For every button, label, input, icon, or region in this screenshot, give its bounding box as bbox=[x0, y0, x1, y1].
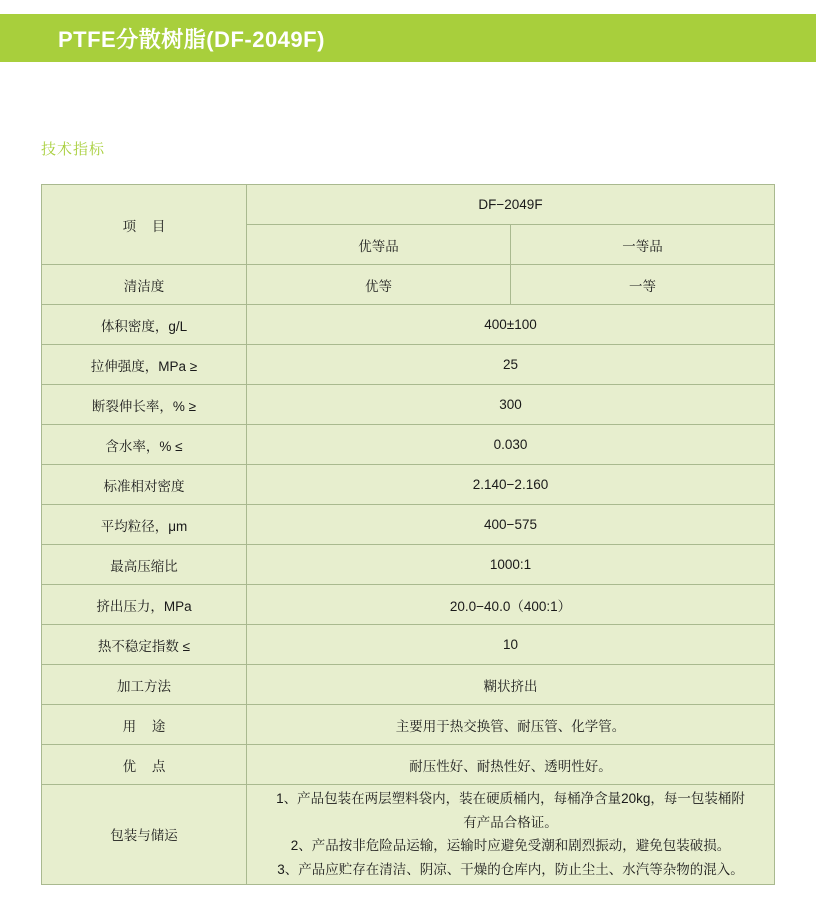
row-value: 10 bbox=[247, 625, 775, 665]
table-row bbox=[42, 345, 775, 385]
page-title: PTFE分散树脂(DF-2049F) bbox=[58, 26, 325, 52]
row-value: 0.030 bbox=[247, 425, 775, 465]
packaging-label: 包装与储运 bbox=[42, 785, 247, 885]
packaging-line-3: 2、产品按非危险品运输，运输时应避免受潮和剧烈振动，避免包装破损。 bbox=[290, 838, 731, 854]
table-row bbox=[42, 305, 775, 345]
row-value: 20.0−40.0（400:1） bbox=[247, 585, 775, 625]
row-value: 400−575 bbox=[247, 505, 775, 545]
row-label: 断裂伸长率，% ≥ bbox=[42, 385, 247, 425]
table-row bbox=[42, 665, 775, 705]
row-value: 25 bbox=[247, 345, 775, 385]
row-value: 400±100 bbox=[247, 305, 775, 345]
row-label: 用 途 bbox=[42, 705, 247, 745]
row-label: 加工方法 bbox=[42, 665, 247, 705]
spec-table-container bbox=[41, 184, 775, 885]
row-label: 平均粒径，μm bbox=[42, 505, 247, 545]
packaging-line-1: 1、产品包装在两层塑料袋内，装在硬质桶内，每桶净含量20kg，每一包装桶附 bbox=[276, 791, 745, 806]
row-value: 300 bbox=[247, 385, 775, 425]
section-title: 技术指标 bbox=[41, 141, 106, 158]
row-value-a: 优等 bbox=[247, 265, 511, 305]
row-label: 热不稳定指数 ≤ bbox=[42, 625, 247, 665]
row-value: 糊状挤出 bbox=[247, 665, 775, 705]
packaging-line-4: 3、产品应贮存在清洁、阴凉、干燥的仓库内，防止尘土、水汽等杂物的混入。 bbox=[277, 861, 744, 877]
header-banner bbox=[0, 14, 816, 62]
spec-table bbox=[41, 184, 775, 885]
row-label: 挤出压力，MPa bbox=[42, 585, 247, 625]
table-row bbox=[42, 185, 775, 225]
packaging-line-2: 有产品合格证。 bbox=[463, 814, 558, 830]
item-header-cell: 项 目 bbox=[42, 185, 247, 265]
packaging-notes bbox=[247, 785, 775, 885]
row-label: 标准相对密度 bbox=[42, 465, 247, 505]
grade-header-cell: DF−2049F bbox=[247, 185, 775, 225]
row-value: 1000:1 bbox=[247, 545, 775, 585]
table-row-packaging bbox=[42, 785, 775, 885]
row-label: 最高压缩比 bbox=[42, 545, 247, 585]
row-value: 2.140−2.160 bbox=[247, 465, 775, 505]
table-row bbox=[42, 505, 775, 545]
row-value: 主要用于热交换管、耐压管、化学管。 bbox=[247, 705, 775, 745]
table-row bbox=[42, 625, 775, 665]
grade-col-b: 一等品 bbox=[511, 225, 775, 265]
row-label: 含水率，% ≤ bbox=[42, 425, 247, 465]
table-row bbox=[42, 745, 775, 785]
table-row bbox=[42, 385, 775, 425]
table-row bbox=[42, 705, 775, 745]
row-label: 拉伸强度，MPa ≥ bbox=[42, 345, 247, 385]
table-row bbox=[42, 545, 775, 585]
row-label: 清洁度 bbox=[42, 265, 247, 305]
grade-col-a: 优等品 bbox=[247, 225, 511, 265]
row-value-b: 一等 bbox=[511, 265, 775, 305]
table-row bbox=[42, 465, 775, 505]
row-label: 体积密度，g/L bbox=[42, 305, 247, 345]
row-value: 耐压性好、耐热性好、透明性好。 bbox=[247, 745, 775, 785]
table-row bbox=[42, 425, 775, 465]
row-label: 优 点 bbox=[42, 745, 247, 785]
table-row bbox=[42, 585, 775, 625]
table-row bbox=[42, 265, 775, 305]
